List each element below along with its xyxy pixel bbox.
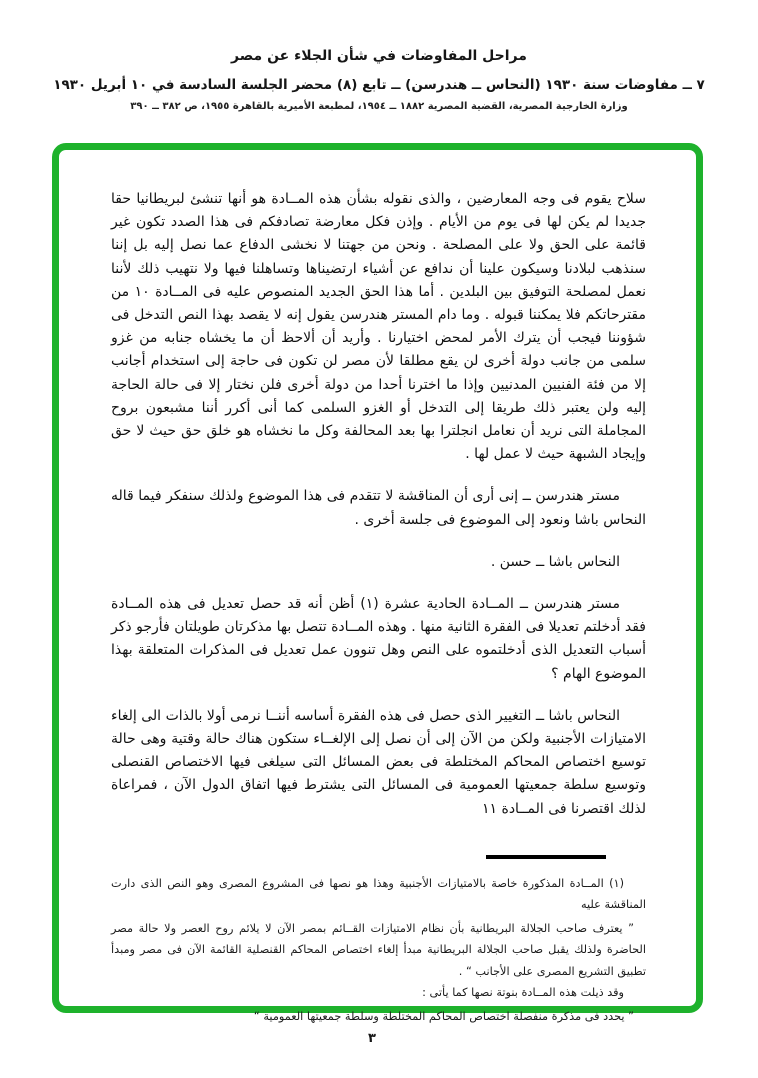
page-header [0, 48, 758, 112]
document-title: مراحل المفاوضات في شأن الجلاء عن مصر [231, 48, 527, 64]
footnote-line-1: (١) المــادة المذكورة خاصة بالامتيازات الأجنبية وهذا هو نصها فى المشروع المصرى وهو النص الذى دارت المناقشة عليه [111, 876, 646, 912]
paragraph-speech-henderson-2: مستر هندرسن ــ المــادة الحادية عشرة (١) أظن أنه قد حصل تعديل فى هذه المــادة فقد أدخلتم تعديلا فى الفقرة الثانية منها . وهذه المــادة تتصل بها مذكرتان طويلتان فأرجو ذكر أسباب التعديل الذى أدخلتموه على النص وهل تنوون عمل تعديل فى المذكرات المتعلقة بهذا الموضوع الهام ؟ [111, 596, 646, 682]
document-subtitle: ٧ ــ مفاوضات سنة ١٩٣٠ (النحاس ــ هندرسن) ــ تابع (٨) محضر الجلسة السادسة في ١٠ أبريل ١٩٣٠ [53, 77, 705, 93]
highlight-border-box [52, 143, 703, 1023]
page-number: ٣ [368, 1031, 376, 1046]
footnote-block [111, 873, 646, 1028]
document-source-citation: وزارة الخارجية المصرية، القضية المصرية ١٨٨٢ ــ ١٩٥٤، لمطبعة الأميرية بالقاهرة ١٩٥٥، ص ٣٨٢ ــ ٣٩٠ [130, 101, 628, 112]
footnote-line-2: ” يعترف صاحب الجلالة البريطانية بأن نظام الامتيازات القــائم بمصر الآن لا يلائم روح العصر ولا حالة مصر الحاضرة ولذلك يقبل صاحب الجلالة البريطانية مبدأ إلغاء اختصاص المحاكم القنصلية القائمة الآن فى مصر ومبدأ تطبيق التشريع المصرى على الأجانب “ . [111, 921, 646, 978]
paragraph-speech-nahas-1: سلاح يقوم فى وجه المعارضين ، والذى نقوله بشأن هذه المــادة هو أنها تنشئ لبريطانيا حقا جديدا لم يكن لها فى يوم من الأيام . وإذن فكل معارضة تصادفكم فى هذا الصدد تكون غير قائمة على الحق ولا على المصلحة . ونحن من جهتنا لا نخشى الدفاع عما نصل إليه بل إننا سنذهب لبلادنا وسيكون علينا أن ندافع عن أشياء ارتضيناها وتساهلنا فيها ولا نتهيب ذلك لأننا نعمل لمصلحة التوفيق بين البلدين . أما هذا الحق الجديد المنصوص عليه فى المــادة ١٠ من مقترحاتكم فلا يمكننا قبوله . وما دام المستر هندرسن يقول إنه لا يقصد بهذا النص التدخل فى شؤوننا فيجب أن يترك الأمر لمحض اختيارنا . وأريد أن ألاحظ أن ما يخشاه جنابه من غزو سلمى من جانب دولة أخرى لن يقع مطلقا لأن مصر لن تكون فى حاجة إلى استخدام أجانب إلا من فئة الفنيين المدنيين وإذا ما اخترنا أحدا من دولة أخرى فلن نختار إلا فى حالة الحاجة إليه ولن يعتبر ذلك طريقا إلى التدخل أو الغزو السلمى كما أنى أكرر أننا مشبعون بروح المجاملة التى نريد أن نعامل انجلترا بها بعد المحالفة وكل ما نخشاه هو خلق حق حيث لا حق وإيجاد الشبهة حيث لا عمل لها . [111, 191, 647, 463]
paragraph-speech-nahas-3: النحاس باشا ــ التغيير الذى حصل فى هذه الفقرة أساسه أننــا نرمى أولا بالذات الى إلغاء الامتيازات الأجنبية ولكن من الآن إلى أن نصل إلى الإلغــاء ستكون هناك حالة وقتية وهى حالة توسيع اختصاص المحاكم المختلطة فى بعض المسائل التى سيلغى فيها الاختصاص القنصلى وتوسيع سلطة جمعيتها العمومية فى المسائل التى يشترط فيها اتفاق الدول الآن ، فمراعاة لذلك اقتصرنا فى المــادة ١١ [111, 707, 646, 817]
paragraph-speech-nahas-2: النحاس باشا ــ حسن . [490, 553, 620, 570]
paragraph-speech-henderson-1: مستر هندرسن ــ إنى أرى أن المناقشة لا تتقدم فى هذا الموضوع ولذلك سنفكر فيما قاله النحاس باشا ونعود إلى الموضوع فى جلسة أخرى . [111, 488, 646, 528]
footnote-line-3: وقد ذيلت هذه المــادة بنوتة نصها كما يأتى : [422, 986, 624, 1000]
main-text-block [111, 188, 646, 821]
footnote-separator-rule [486, 855, 606, 859]
footnote-line-4: ” يحدد فى مذكرة منفصلة اختصاص المحاكم المختلطة وسلطة جمعيتها العمومية “ [253, 1009, 634, 1023]
